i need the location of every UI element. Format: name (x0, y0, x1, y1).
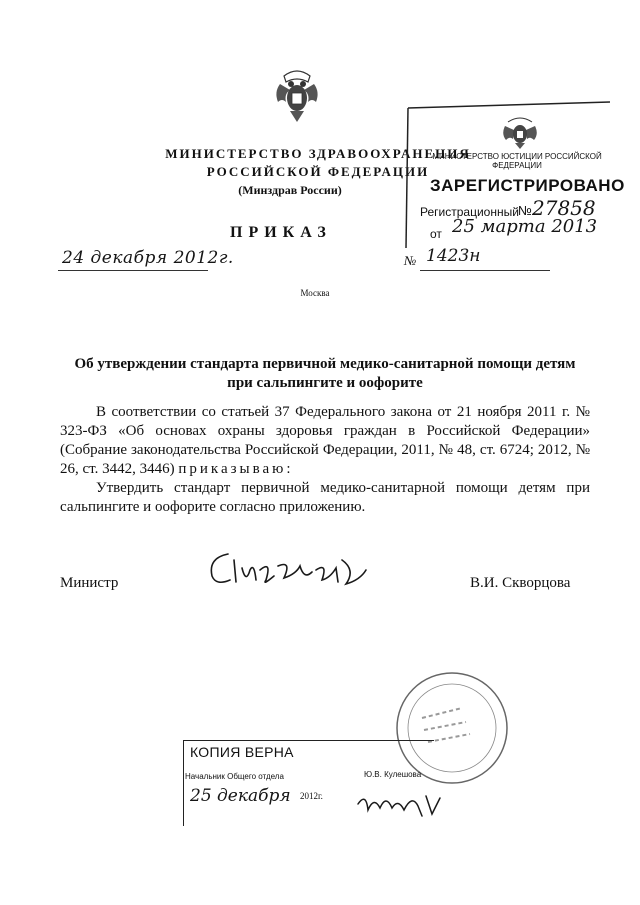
city: Москва (300, 288, 330, 298)
stamp-ministry-name: МИНИСТЕРСТВО ЮСТИЦИИ РОССИЙСКОЙ ФЕДЕРАЦИИ (432, 152, 602, 170)
stamp-emblem-icon (500, 112, 540, 150)
document-title: Об утверждении стандарта первичной медико-санитарной помощи детям при сальпингите и оофорите (74, 356, 576, 391)
body-paragraph-2: Утвердить стандарт первичной медико-санитарной помощи детям при сальпингите и оофорите согласно приложению. (60, 480, 590, 515)
certifier-signature (352, 786, 442, 820)
ministry-name-line2: РОССИЙСКОЙ ФЕДЕРАЦИИ (206, 164, 430, 179)
signatory-name: В.И. Скворцова (470, 575, 571, 591)
certification-year: 2012г. (300, 791, 323, 801)
registration-status: ЗАРЕГИСТРИРОВАНО (430, 176, 625, 195)
order-date: 24 декабря 2012г. (62, 248, 234, 268)
number-underline (420, 270, 550, 271)
order-title: ПРИКАЗ (230, 224, 332, 241)
order-number: 1423н (426, 246, 481, 266)
registration-number-sign: № (518, 203, 532, 218)
ministry-name-line1: МИНИСТЕРСТВО ЗДРАВООХРАНЕНИЯ (165, 146, 471, 161)
document-body (60, 403, 590, 517)
signatory-position: Министр (60, 575, 119, 591)
date-underline (58, 270, 208, 271)
copy-certification-title: КОПИЯ ВЕРНА (190, 744, 294, 760)
ministry-short-name: (Минздрав России) (238, 183, 342, 197)
coat-of-arms-icon (272, 62, 322, 126)
certifier-name: Ю.В. Кулешова (364, 770, 422, 779)
registration-number: 27858 (532, 196, 596, 220)
minister-signature (200, 540, 370, 596)
registration-number-label: Регистрационный (420, 205, 519, 219)
registration-date: 25 марта 2013 (452, 216, 598, 237)
certifier-position: Начальник Общего отдела (185, 772, 284, 781)
order-word: приказываю: (178, 461, 294, 477)
body-paragraph-1 (60, 403, 590, 479)
registration-date-label: от (430, 227, 442, 241)
certification-date: 25 декабря (190, 786, 291, 806)
order-number-sign: № (404, 253, 417, 268)
body-paragraph-1-text: В соответствии со статьей 37 Федерального закона от 21 ноября 2011 г. № 323-ФЗ «Об основах охраны здоровья граждан в Российской Федерации» (Собрание законодательства Российской Федерации, 2011, № 48, ст. 6724; 2012, № 26, ст. 3442, 3446) (60, 404, 590, 477)
